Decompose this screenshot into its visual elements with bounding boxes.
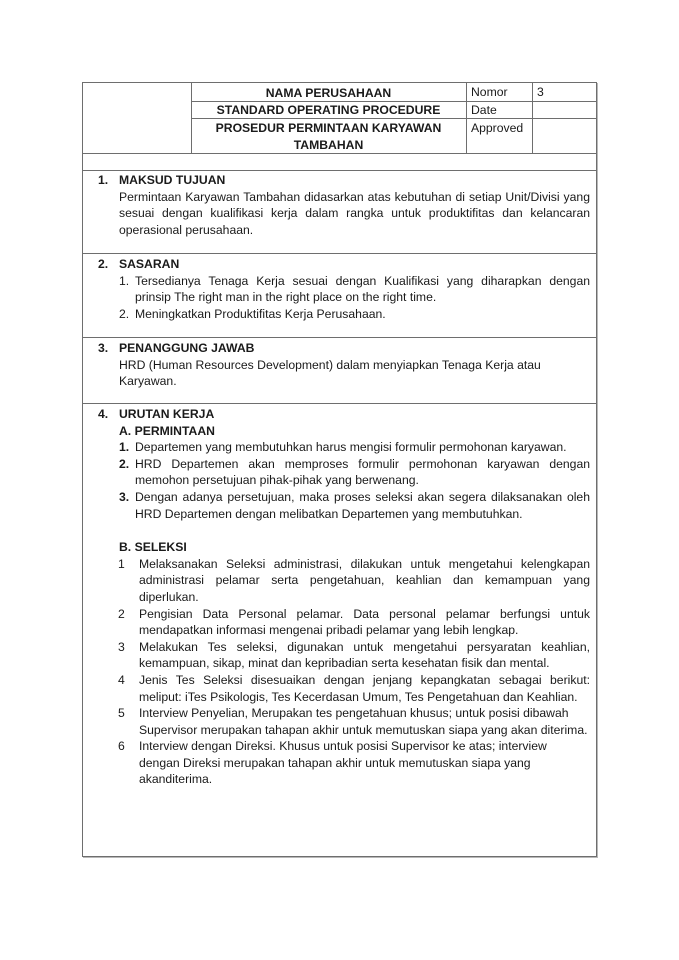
list-item-number: 3. [119, 489, 130, 504]
meta-label-nomor: Nomor [471, 85, 508, 99]
seleksi-list [98, 556, 590, 788]
list-item-number: 3 [118, 639, 125, 654]
subsection-title-permintaan: A. PERMINTAAN [119, 423, 215, 438]
section-number: 4. [98, 407, 109, 421]
section-heading [98, 172, 590, 189]
list-item-number: 1 [118, 556, 125, 571]
list-item [119, 489, 590, 522]
section-urutan-kerja [98, 406, 590, 788]
list-item [102, 606, 590, 639]
list-item-text: Pengisian Data Personal pelamar. Data personal pelamar berfungsi untuk mendapatkan informasi mengenai pribadi pelamar yang lebih lengkap. [139, 606, 590, 638]
list-item-text: Interview Penyelian, Merupakan tes pengetahuan khusus; untuk posisi dibawah Supervisor merupakan tahapan akhir untuk memutuskan siapa yang akan diterima. [139, 706, 588, 737]
list-item-text: Jenis Tes Seleksi disesuaikan dengan jenjang kepangkatan sebagai berikut: meliput: iTes Psikologis, Tes Kecerdasan Umum, Tes Pengetahuan dan Keahlian. [139, 672, 590, 704]
list-item [102, 672, 590, 705]
section-number: 3. [98, 341, 109, 355]
list-item-number: 4 [118, 672, 125, 687]
list-item [102, 738, 590, 788]
section-heading [98, 340, 590, 357]
list-item [119, 439, 590, 456]
section-heading [98, 406, 590, 423]
subsection-title-seleksi: B. SELEKSI [119, 540, 187, 555]
list-item [119, 456, 590, 489]
list-item [119, 306, 590, 323]
spacer [98, 522, 590, 539]
section-2-bottom-line [82, 337, 597, 338]
list-item-number: 2. [119, 456, 130, 471]
meta-label-approved: Approved [471, 121, 524, 135]
list-item-text: HRD Departemen akan memproses formulir permohonan karyawan dengan memohon persetujuan pihak-pihak yang berwenang. [135, 456, 590, 488]
list-item-text: Meningkatkan Produktifitas Kerja Perusahaan. [135, 306, 386, 321]
list-item-number: 6 [118, 739, 125, 754]
section-body: Permintaan Karyawan Tambahan didasarkan atas kebutuhan di setiap Unit/Divisi yang sesuai dengan kualifikasi kerja dalam rangka untuk produktifitas dan kelancaran operasional perusahaan. [119, 189, 590, 237]
procedure-title: PROSEDUR PERMINTAAN KARYAWAN TAMBAHAN [215, 121, 442, 152]
list-item-text: Tersedianya Tenaga Kerja sesuai dengan Kualifikasi yang diharapkan dengan prinsip The right man in the right place on the right time. [135, 273, 590, 305]
list-item-text: Melakukan Tes seleksi, digunakan untuk mengetahui persyaratan keahlian, kemampuan, sikap, minat dan kepribadian serta kesehatan fisik dan mental. [139, 639, 590, 671]
spacer-row-line [82, 170, 597, 171]
list-item-number: 2. [119, 306, 130, 321]
section-title: URUTAN KERJA [119, 407, 215, 421]
section-body: HRD (Human Resources Development) dalam menyiapkan Tenaga Kerja atau Karyawan. [119, 357, 541, 389]
section-sasaran [98, 256, 590, 322]
section-title: MAKSUD TUJUAN [119, 173, 226, 187]
section-3-bottom-line [82, 403, 597, 404]
meta-value-nomor: 3 [537, 85, 544, 99]
list-item-number: 2 [118, 606, 125, 621]
meta-label-date: Date [471, 103, 497, 117]
list-item-text: Interview dengan Direksi. Khusus untuk posisi Supervisor ke atas; interview dengan Direksi merupakan tahapan akhir untuk memutuskan siapa yang akanditerima. [139, 739, 547, 787]
section-number: 2. [98, 257, 109, 271]
section-title: SASARAN [119, 257, 180, 271]
logo-cell [82, 82, 191, 153]
section-title: PENANGGUNG JAWAB [119, 341, 255, 355]
permintaan-list [98, 439, 590, 522]
section-maksud-tujuan [98, 172, 590, 238]
list-item-text: Departemen yang membutuhkan harus mengisi formulir permohonan karyawan. [135, 440, 567, 455]
company-name: NAMA PERUSAHAAN [265, 86, 392, 100]
sasaran-list [98, 273, 590, 323]
list-item [119, 273, 590, 306]
list-item-text: Melaksanakan Seleksi administrasi, dilakukan untuk mengetahui kelengkapan administrasi pelamar serta pengetahuan, keahlian dan kemampuan yang diperlukan. [139, 556, 590, 604]
section-1-bottom-line [82, 253, 597, 254]
list-item-number: 5 [118, 706, 125, 721]
section-number: 1. [98, 173, 109, 187]
section-heading [98, 256, 590, 273]
list-item [102, 556, 590, 606]
list-item-text: Dengan adanya persetujuan, maka proses seleksi akan segera dilaksanakan oleh HRD Departemen dengan melibatkan Departemen yang membutuhkan. [135, 489, 590, 521]
list-item-number: 1. [119, 273, 130, 288]
list-item-number: 1. [119, 440, 130, 455]
list-item [102, 705, 590, 738]
section-penanggung-jawab [98, 340, 590, 390]
document-type: STANDARD OPERATING PROCEDURE [216, 103, 441, 117]
list-item [102, 639, 590, 672]
